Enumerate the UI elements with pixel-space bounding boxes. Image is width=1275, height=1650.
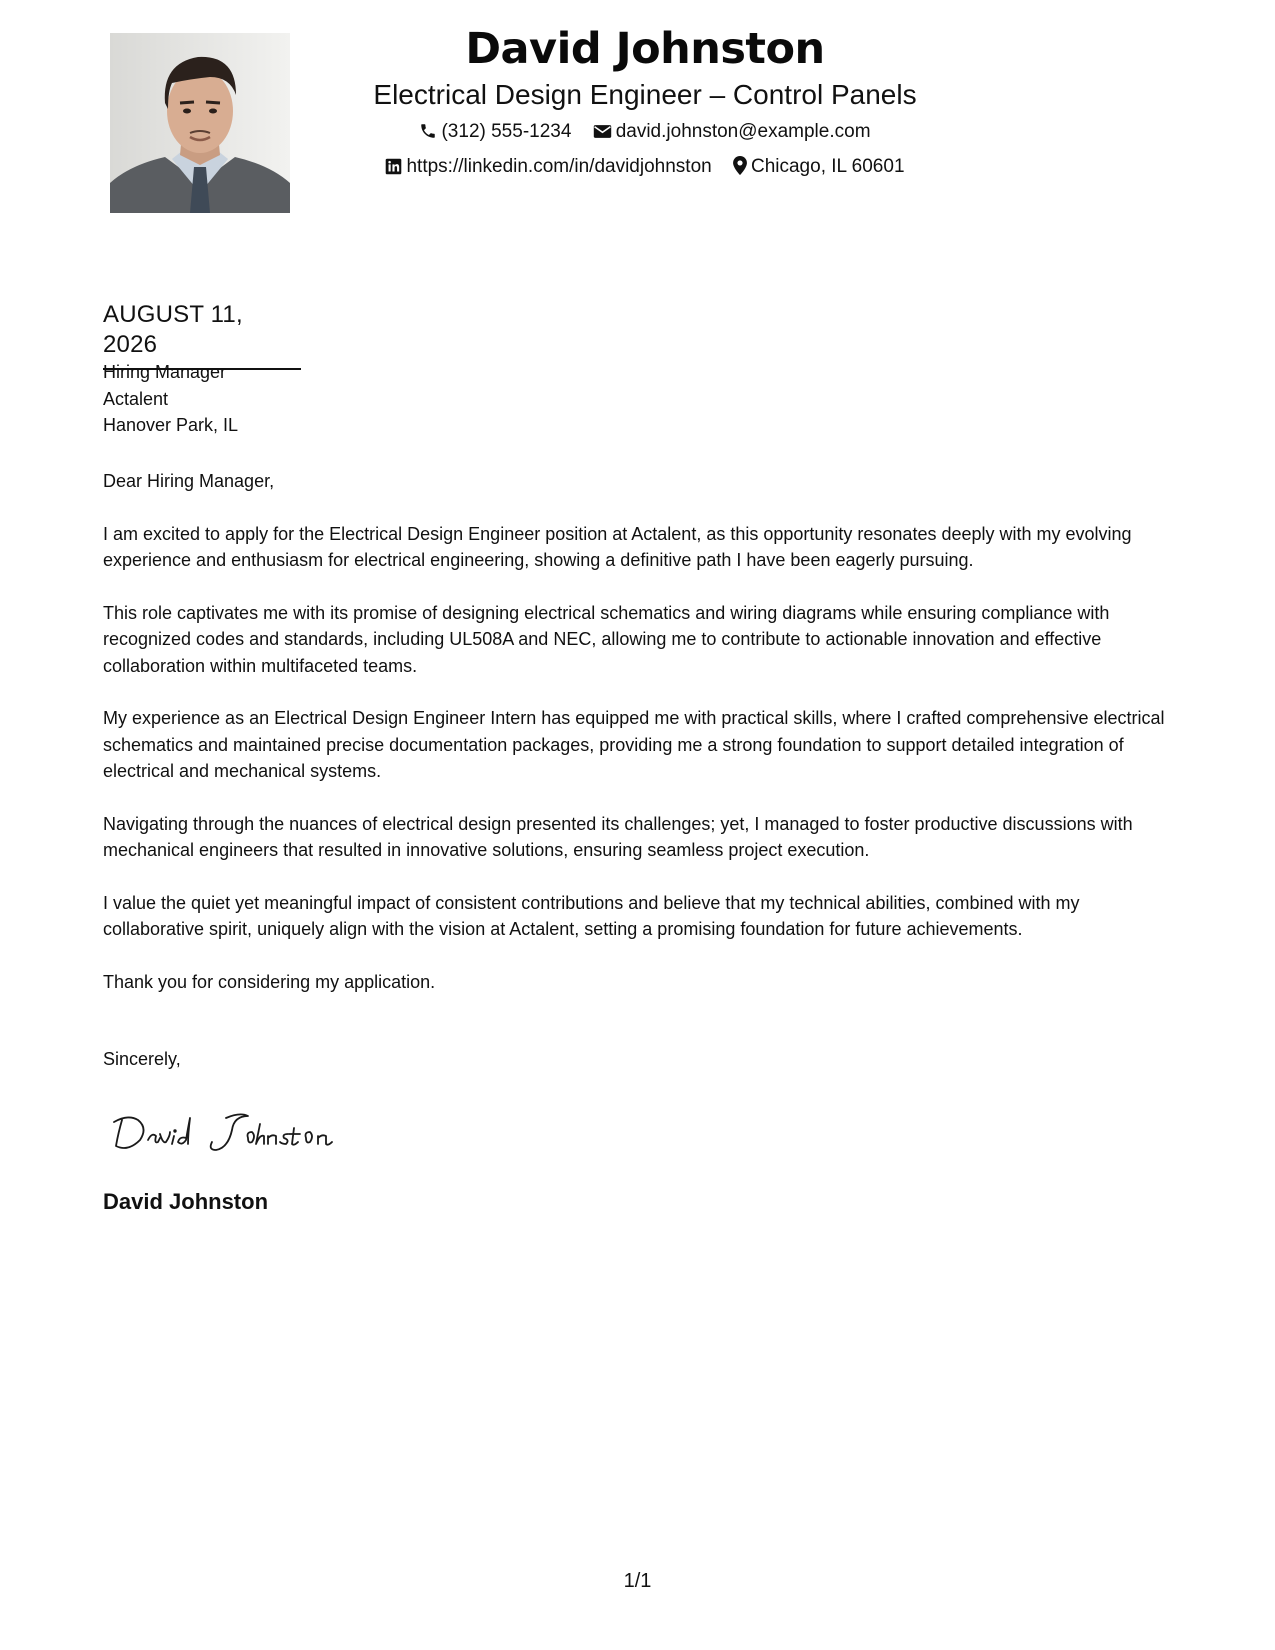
- body-paragraph: I am excited to apply for the Electrical Design Engineer position at Actalent, as this opportunity resonates deeply with my evolving experience and enthusiasm for electrical engineering, showing a definitive path I have been eagerly pursuing.: [103, 523, 1132, 570]
- body-paragraph: Navigating through the nuances of electrical design presented its challenges; yet, I managed to foster productive discussions with mechanical engineers that resulted in innovative solutions, ensuring seamless project execution.: [103, 813, 1133, 860]
- profile-photo: [110, 33, 290, 213]
- handwritten-signature: [108, 1104, 368, 1164]
- applicant-name: David Johnston: [465, 24, 825, 74]
- phone-text: (312) 555-1234: [441, 121, 572, 142]
- page-number: 1/1: [623, 1570, 652, 1592]
- contact-row-secondary: [300, 155, 990, 182]
- recipient-company: Actalent: [103, 388, 169, 409]
- contact-linkedin[interactable]: [385, 155, 711, 182]
- signature-image: [108, 1104, 368, 1164]
- contact-location: [733, 155, 905, 182]
- job-title: Electrical Design Engineer – Control Panels: [373, 79, 917, 110]
- signer-name: David Johnston: [103, 1189, 269, 1214]
- thank-you-line: Thank you for considering my application.: [103, 971, 436, 992]
- recipient-name: Hiring Manager: [103, 362, 227, 382]
- letter-body: [103, 468, 1178, 1021]
- linkedin-icon: [385, 158, 402, 182]
- map-pin-icon: [733, 156, 747, 182]
- recipient-location: Hanover Park, IL: [103, 415, 239, 435]
- contact-row-primary: [300, 120, 990, 147]
- email-text: david.johnston@example.com: [615, 121, 871, 142]
- body-paragraph: My experience as an Electrical Design Engineer Intern has equipped me with practical skills, where I crafted comprehensive electrical schematics and maintained precise documentation packages, providing me a strong foundation to support detailed integration of electrical and mechanical systems.: [103, 708, 1165, 781]
- salutation: Dear Hiring Manager,: [103, 471, 275, 491]
- contact-email[interactable]: [593, 120, 871, 147]
- recipient-address: [103, 359, 238, 439]
- location-text: Chicago, IL 60601: [750, 156, 905, 177]
- contact-phone[interactable]: [419, 120, 571, 147]
- body-paragraph: This role captivates me with its promise of designing electrical schematics and wiring diagrams while ensuring compliance with recognized codes and standards, including UL508A and NEC, allowing me to contribute to actionable innovation and effective collaboration within multifaceted teams.: [103, 602, 1110, 676]
- linkedin-text: https://linkedin.com/in/davidjohnston: [406, 156, 712, 177]
- body-paragraph: I value the quiet yet meaningful impact of consistent contributions and believe that my technical abilities, combined with my collaborative spirit, uniquely align with the vision at Actalent, setting a promising foundation for future achievements.: [103, 892, 1080, 939]
- closing: Sincerely,: [103, 1049, 181, 1069]
- envelope-icon: [593, 123, 612, 147]
- phone-icon: [419, 122, 437, 147]
- portrait-image: [110, 33, 290, 213]
- resume-header: [300, 20, 990, 182]
- letter-date: AUGUST 11, 2026: [103, 300, 301, 370]
